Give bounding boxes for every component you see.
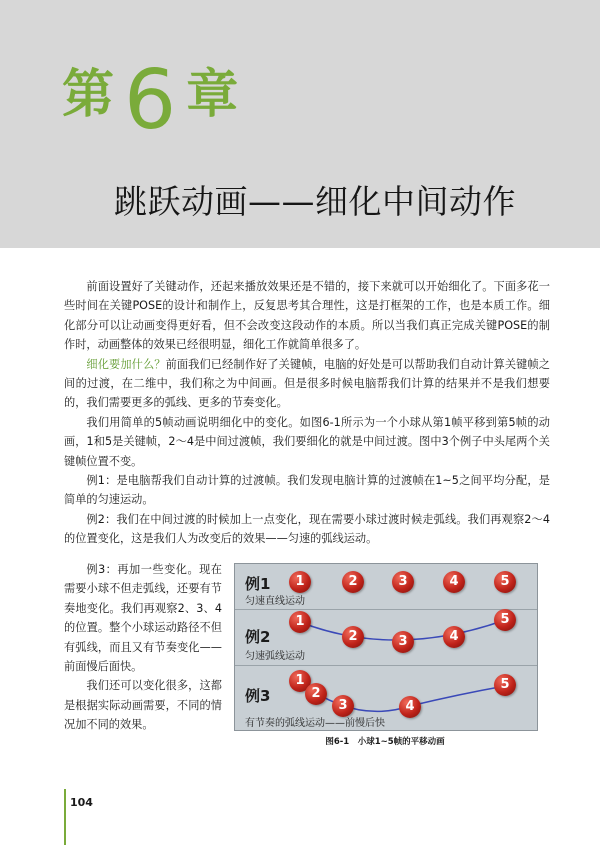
ball-frame: 5 (494, 674, 516, 696)
paragraph-text: 例2：我们在中间过渡的时候加上一点变化，现在需要小球过渡时候走弧线。我们再观察2～4的位置变化，这是我们人为改变后的效果——匀速的弧线运动。 (64, 512, 550, 546)
example-caption: 匀速弧线运动 (245, 651, 305, 662)
paragraph (64, 510, 550, 549)
figure-row-example-3 (235, 665, 537, 730)
paragraph (64, 676, 222, 734)
ball-animation-figure (234, 563, 538, 731)
body-text (64, 277, 550, 549)
paragraph-text: 例1：是电脑帮我们自动计算的过渡帧。我们发现电脑计算的过渡帧在1~5之间平均分配，是简单的匀速运动。 (64, 474, 550, 507)
paragraph-text: 前面设置好了关键动作，还起来播放效果还是不错的，接下来就可以开始细化了。下面多花一些时间在关键POSE的设计和制作上，反复思考其合理性，这是打框架的工作，也是本质工作。细化部分可以让动画变得更好看，但不会改变这段动作的本质。所以当我们真正完成关键POSE的制作时，动画整体的效果已经很明显，细化工作就简单很多了。 (64, 280, 550, 352)
paragraph (64, 277, 550, 355)
chapter-number: 6 (124, 53, 177, 148)
ball-frame: 3 (332, 695, 354, 717)
ball-frame: 4 (399, 696, 421, 718)
example-label: 例2 (245, 628, 271, 646)
paragraph (64, 471, 550, 510)
chapter-title: 跳跃动画——细化中间动作 (114, 182, 516, 221)
ball-frame: 3 (392, 631, 414, 653)
ball-frame: 3 (392, 571, 414, 593)
paragraph (64, 355, 550, 413)
ball-frame: 2 (342, 571, 364, 593)
page-number-rule (64, 789, 66, 845)
ball-frame: 4 (443, 626, 465, 648)
ball-frame: 4 (443, 571, 465, 593)
ball-frame: 1 (289, 611, 311, 633)
ball-frame: 2 (342, 626, 364, 648)
chapter-prefix: 第 (62, 65, 115, 125)
figure-caption: 图6-1 小球1~5帧的平移动画 (325, 737, 445, 747)
ball-frame: 5 (494, 609, 516, 631)
side-text (64, 560, 222, 735)
paragraph (64, 413, 550, 471)
paragraph-lead: 细化要加什么？ (86, 357, 166, 371)
chapter-suffix: 章 (186, 65, 239, 125)
page-number: 104 (70, 796, 93, 809)
paragraph-text: 我们用简单的5帧动画说明细化中的变化。如图6-1所示为一个小球从第1帧平移到第5帧的动画，1和5是关键帧，2～4是中间过渡帧，我们要细化的就是中间过渡。图中3个例子中头尾两个关键帧位置不变。 (64, 415, 550, 468)
ball-frame: 2 (305, 683, 327, 705)
figure-row-example-2 (235, 609, 537, 666)
example-caption: 匀速直线运动 (245, 596, 305, 607)
example-label: 例3 (245, 687, 271, 705)
example-label: 例1 (245, 575, 271, 593)
paragraph-text: 例3：再加一些变化。现在需要小球不但走弧线，还要有节奏地变化。我们再观察2、3、4的位置。整个小球运动路径不但有弧线，而且又有节奏变化——前面慢后面快。 (64, 563, 222, 674)
paragraph (64, 560, 222, 676)
ball-frame: 1 (289, 571, 311, 593)
figure-row-example-1 (235, 564, 537, 610)
ball-frame: 5 (494, 571, 516, 593)
paragraph-text: 我们还可以变化很多，这都是根据实际动画需要，不同的情况加不同的效果。 (64, 679, 222, 732)
ball-frame: 1 (289, 670, 311, 692)
chapter-heading (62, 53, 239, 148)
example-caption: 有节奏的弧线运动——前慢后快 (245, 718, 385, 729)
paragraph-text: 前面我们已经制作好了关键帧，电脑的好处是可以帮助我们自动计算关键帧之间的过渡，在二维中，我们称之为中间画。但是很多时候电脑帮我们计算的结果并不是我们想要的，我们需要更多的弧线、更多的节奏变化。 (64, 357, 550, 410)
